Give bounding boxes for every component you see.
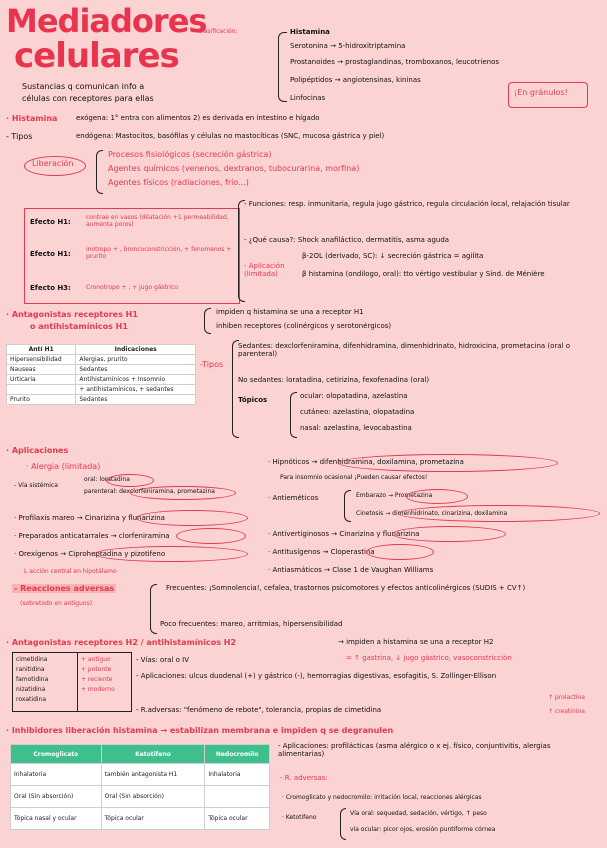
hipnoticos-note: Para insomnio ocasional ¡Pueden causar efectos!: [280, 474, 428, 481]
antag-h1-desc2: inhiben receptores (colinérgicos y serotonérgicos): [216, 322, 392, 330]
h2-note: + moderno: [81, 686, 115, 693]
antag-h1-brace: [204, 308, 211, 334]
hipnoticos-text: · Hipnóticos → difenhidramina, doxilamina, prometazina: [268, 458, 464, 466]
keto-ocular: vía ocular: picor ojos, erosión puntiforme córnea: [350, 826, 496, 833]
reacciones-sub: (sobretodo en antiguos): [20, 600, 93, 607]
efecto-h2-label: Efecto H1:: [30, 250, 71, 258]
efecto-h3-label: Efecto H3:: [30, 284, 71, 292]
topico-ocular: ocular: olopatadina, azelastina: [300, 392, 408, 400]
via-oral: oral: loratadina: [84, 476, 130, 483]
via-sistemica: - Vía sistémica: [14, 482, 58, 489]
antitus-oval: [366, 544, 434, 560]
betahistina-text: β-2OL (derivado, SC): ↓ secreción gástrica = agilita: [302, 252, 484, 260]
class-item-polipeptidos: Polipéptidos → angiotensinas, kininas: [290, 76, 421, 84]
que-causa-text: - ¿Qué causa?: Shock anafiláctico, dermatitis, asma aguda: [244, 236, 450, 244]
cinetosis-text: Cinetosis → dimenhidrinato, cinarizina, doxilamina: [356, 510, 508, 517]
efecto-h1-text: contrae en vasos (dilatación +1 permeabilidad, aumenta poros): [86, 214, 229, 228]
antivertiginosos-text: · Antivertiginosos → Cinarizina y flunarizina: [268, 530, 420, 538]
poco-frecuentes-text: Poco frecuentes: mareo, arritmias, hipersensibilidad: [160, 620, 343, 628]
antih1-cell: Alergias, prurito: [76, 355, 196, 365]
orexigenos-oval: [94, 546, 248, 562]
hipnoticos-oval: [338, 454, 558, 472]
efecto-h1-label: Efecto H1:: [30, 218, 71, 226]
classification-brace: [278, 32, 287, 102]
h2-side-1: ↑ prolactina: [548, 694, 585, 701]
h2-table: [12, 652, 132, 712]
inhib-cromo: · Cromoglicato y nedocromilo: irritación local, reacciones alérgicas: [282, 794, 482, 801]
inhib-aplicaciones: - Aplicaciones: profilácticas (asma alérgico o x ej. físico, conjuntivitis, alergias alimentarias): [278, 742, 551, 758]
definition-line2: células con receptores para ellas: [22, 94, 154, 103]
inhib-th: Cromoglicato: [11, 745, 102, 764]
antih1-th-2: Indicaciones: [76, 345, 196, 355]
accion-note: L acción central en hipotálamo: [24, 568, 117, 575]
h2-note: + reciente: [81, 676, 113, 683]
keto-oral: Vía oral: sequedad, sedación, vértigo, ↑ peso: [350, 810, 487, 817]
histamina-tipos: - Tipos: [6, 132, 33, 141]
inhib-cell: Tópica ocular: [101, 808, 205, 830]
oral-oval: [106, 474, 154, 487]
efecto-h3-text: Cronotropo + , + jugo gástrico: [86, 284, 179, 291]
h2-drug: famotidina: [16, 676, 49, 683]
inhib-radversas: - R. adversas:: [280, 774, 328, 782]
topico-cutaneo: cutáneo: azelastina, olopatadina: [300, 408, 415, 416]
granulos-note: ¡En gránulos!: [514, 88, 568, 97]
embarazo-text: Embarazo → Prometazina: [356, 492, 433, 499]
h2-drug: cimetidina: [16, 656, 48, 663]
preparados-text: · Preparados anticatarrales → clorfeniramina: [14, 532, 170, 540]
topicos-label: Tópicos: [238, 396, 268, 404]
antih1-table: [6, 344, 196, 405]
reacciones-label: - Reacciones adversas: [14, 584, 115, 593]
liberacion-brace: [96, 150, 103, 194]
inhib-keto: · Ketotifeno: [282, 814, 317, 821]
class-item-histamina: Histamina: [290, 28, 330, 36]
via-parenteral: parenteral: dexclorfeniramina, prometazina: [84, 488, 215, 495]
sedantes-text: Sedantes: dexclorfeniramina, difenhidramina, dimenhidrinato, hidroxicina, prometacina (oral o parenteral): [238, 342, 571, 358]
inhib-cell: Inhalatoria: [11, 764, 102, 786]
histamina-exogena: exógena: 1° entra con alimentos 2) es derivada en intestino e hígado: [76, 114, 320, 122]
title-line2: celulares: [14, 36, 179, 76]
orexigenos-text: · Orexígenos → Ciproheptadina y pizotifeno: [14, 550, 166, 558]
antag-h1-desc1: impiden q histamina se una a receptor H1: [216, 308, 364, 316]
class-item-prostanoides: Prostanoides → prostaglandinas, tromboxanos, leucotrienos: [290, 58, 500, 66]
parenteral-oval: [130, 486, 236, 500]
antag-h2-effect: = ↑ gastrina, ↓ jugo gástrico, vasoconstricción: [346, 654, 512, 662]
inhib-th: Ketotifeno: [101, 745, 205, 764]
h2-side-2: ↑ creatinina: [548, 708, 585, 715]
liberacion-item-2: Agentes químicos (venenos, dextranos, tubocurarina, morfina): [108, 164, 360, 173]
alergia-label: · Alergia (limitada): [26, 462, 101, 471]
antag-h2-desc: → impiden a histamina se una a receptor H2: [338, 638, 494, 646]
antih1-th-1: Antí H1: [7, 345, 76, 355]
antagonistas-h2-header: · Antagonistas receptores H2 / antihistamínicos H2: [6, 638, 237, 647]
antih1-cell: Nauseas: [7, 365, 76, 375]
definition-line1: Sustancias q comunican info a: [22, 82, 145, 91]
no-sedantes-text: No sedantes: loratadina, cetirizina, fexofenadina (oral): [238, 376, 430, 384]
tipos-label: -Tipos: [200, 360, 224, 369]
topico-nasal: nasal: azelastina, levocabastina: [300, 424, 412, 432]
inhib-cell: [205, 786, 270, 808]
histamina-label: · Histamina: [6, 114, 58, 123]
cinetosis-oval: [398, 505, 600, 522]
inhibidores-table: [10, 744, 270, 830]
topicos-brace: [290, 392, 297, 438]
antih1-cell: Urticaria: [7, 375, 76, 385]
class-item-serotonina: Serotonina → 5-hidroxitriptamina: [290, 42, 406, 50]
h2-note: + potente: [81, 666, 112, 673]
h2-note: + antiguo: [81, 656, 111, 663]
class-item-linfocinas: Linfocinas: [290, 94, 326, 102]
efecto-h2-text: inotropo + , broncoconstricción, + fenomenos + prurito: [86, 246, 232, 260]
h2-drug: roxatidina: [16, 696, 47, 703]
preparados-oval: [176, 528, 246, 544]
aplicacion-label: - Aplicación (limitada): [244, 262, 285, 278]
h2-vias: - Vías: oral o IV: [136, 656, 189, 664]
antivert-oval: [392, 526, 506, 542]
aplicaciones-label: · Aplicaciones: [6, 446, 69, 455]
antiasmaticos-text: · Antiasmáticos → Clase 1 de Vaughan Williams: [268, 566, 434, 574]
antiemeticos-brace: [344, 490, 351, 522]
funciones-text: - Funciones: resp. inmunitaria, regula jugo gástrico, regula circulación local, relajación tisular: [244, 200, 570, 208]
antagonistas-h1-header2: o antihistamínicos H1: [30, 322, 128, 331]
inhib-th: Nedocromilo: [205, 745, 270, 764]
liberacion-item-1: Procesos fisiológicos (secreción gástrica): [108, 150, 272, 159]
inhib-cell-note: también antagonista H1: [101, 764, 205, 786]
profilaxis-text: · Profilaxis mareo → Cinarizina y flunarizina: [14, 514, 165, 522]
histamina-endogena: endógena: Mastocitos, basófilas y células no mastocíticas (SNC, mucosa gástrica y piel): [76, 132, 385, 140]
liberacion-label: Liberación: [32, 159, 74, 168]
inhib-cell: Inhalatoria: [205, 764, 270, 786]
antih1-cell: Antihistamínicos + Insomnio: [76, 375, 196, 385]
antih1-cell: Prurito: [7, 395, 76, 405]
inhib-cell: Oral (Sin absorción): [11, 786, 102, 808]
title-line1: Mediadores: [6, 2, 207, 40]
h2-radversas: - R.adversas: "fenómeno de rebote", tolerancia, propias de cimetidina: [136, 706, 382, 714]
embarazo-oval: [406, 489, 468, 504]
antagonistas-h1-header: · Antagonistas receptores H1: [6, 310, 138, 319]
antitusigenos-text: · Antitusígenos → Cloperastina: [268, 548, 375, 556]
classification-label: Clasificación:: [198, 28, 238, 35]
keto-brace: [340, 808, 346, 840]
funciones-brace: [238, 200, 245, 302]
inhib-cell: Tópica nasal y ocular: [11, 808, 102, 830]
antih1-cell: + antihistamínicos, + sedantes: [76, 385, 196, 395]
profilaxis-oval: [136, 510, 248, 526]
inhib-cell: Tópica ocular: [205, 808, 270, 830]
antiemeticos-label: · Antieméticos: [268, 494, 319, 502]
inhibidores-header: · Inhibidores liberación histamina → estabilizan membrana e impiden q se degranulen: [6, 726, 394, 735]
aplicacion-2-text: β histamina (ondilogo, oral): tto vértigo vestibular y Sínd. de Ménière: [302, 270, 545, 278]
antih1-cell: [7, 385, 76, 395]
h2-aplicaciones: - Aplicaciones: ulcus duodenal (+) y gástrico (-), hemorragias digestivas, esofagitis, S. Zollinger-Ellison: [136, 672, 497, 680]
liberacion-item-3: Agentes físicos (radiaciones, frío...): [108, 178, 249, 187]
antih1-cell: Sedantes: [76, 395, 196, 405]
antih1-cell: Sedantes: [76, 365, 196, 375]
frecuentes-text: Frecuentes: ¡Somnolencia!, cefalea, trastornos psicomotores y efectos anticolinérgicos (SUDIS + CV↑): [166, 584, 526, 592]
inhib-cell: Oral (Sin absorción): [101, 786, 205, 808]
antih1-cell: Hipersensibilidad: [7, 355, 76, 365]
reacciones-brace: [150, 584, 157, 634]
h2-drug: ranitidina: [16, 666, 45, 673]
h2-drug: nizatidina: [16, 686, 46, 693]
